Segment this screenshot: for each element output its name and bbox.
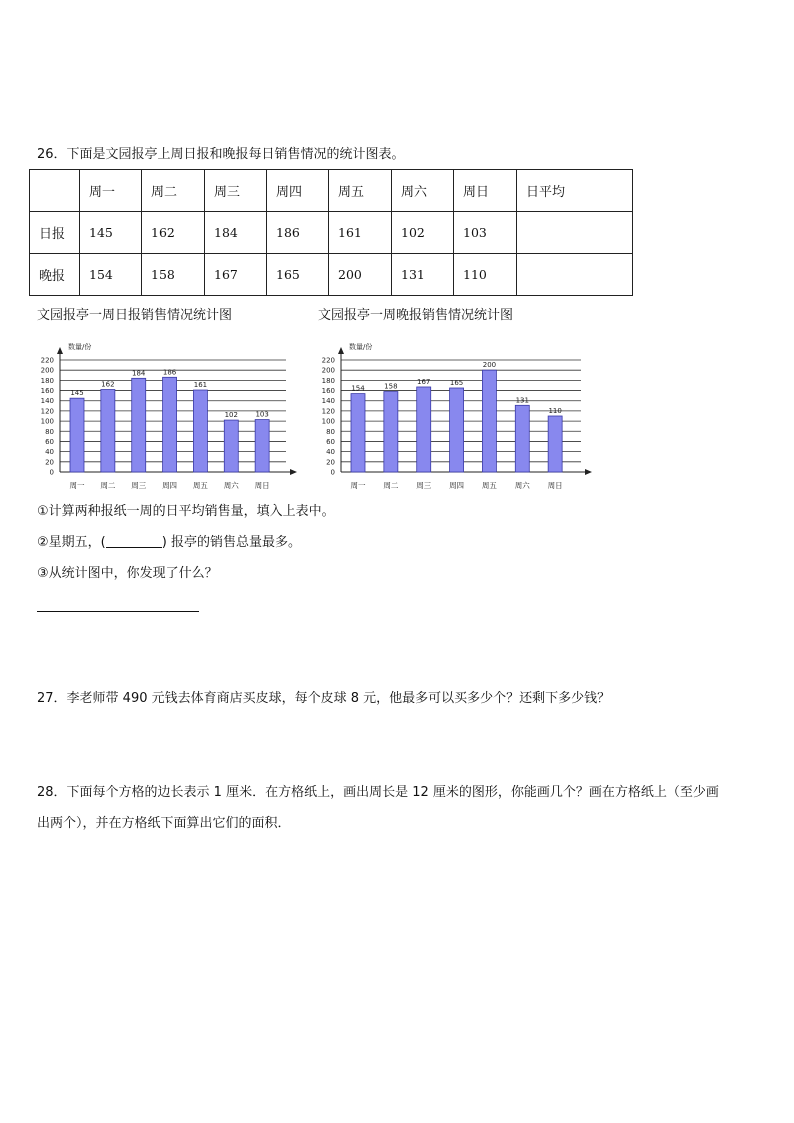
bar	[384, 392, 398, 472]
x-tick-label: 周四	[449, 481, 465, 490]
answer-blank[interactable]	[106, 533, 162, 548]
y-axis-label: 数量/份	[349, 343, 373, 351]
bar	[70, 398, 84, 472]
table-row-label: 晚报	[30, 254, 80, 296]
y-tick-label: 40	[45, 448, 54, 457]
q26-sub2-before: ②星期五，(	[37, 535, 106, 550]
y-tick-label: 200	[321, 366, 335, 375]
bar	[255, 420, 269, 472]
bar-value-label: 167	[417, 377, 431, 386]
q26-sub2-after: ) 报亭的销售总量最多。	[161, 535, 301, 550]
table-cell: 167	[205, 254, 267, 296]
bar-value-label: 186	[162, 368, 177, 377]
daily-sales-bar-chart	[32, 336, 304, 496]
y-tick-label: 100	[40, 417, 54, 426]
table-cell: 145	[80, 212, 142, 254]
table-header-cell: 周二	[142, 170, 205, 212]
y-tick-label: 120	[321, 407, 335, 416]
x-tick-label: 周二	[100, 481, 116, 490]
y-tick-label: 140	[40, 397, 54, 406]
y-axis-arrow	[338, 347, 344, 354]
x-tick-label: 周三	[131, 481, 147, 490]
q26-sub1: ①计算两种报纸一周的日平均销售量，填入上表中。	[37, 504, 335, 519]
bar-value-label: 161	[193, 381, 208, 390]
x-axis-arrow	[585, 469, 592, 475]
y-tick-label: 60	[326, 437, 335, 446]
bar	[224, 420, 238, 472]
y-tick-label: 100	[321, 417, 335, 426]
table-header-cell	[30, 170, 80, 212]
bar-value-label: 162	[101, 380, 115, 389]
y-tick-label: 120	[40, 407, 54, 416]
bar	[482, 370, 496, 472]
y-tick-label: 80	[326, 427, 335, 436]
table-header-cell: 周六	[392, 170, 454, 212]
y-tick-label: 0	[49, 468, 54, 477]
bar-value-label: 103	[255, 410, 269, 419]
q27-text: 27．李老师带 490 元钱去体育商店买皮球，每个皮球 8 元，他最多可以买多少个？还剩下多少钱？	[37, 691, 611, 706]
bar-value-label: 158	[384, 382, 398, 391]
x-tick-label: 周二	[383, 481, 399, 490]
y-tick-label: 0	[330, 468, 335, 477]
y-tick-label: 20	[326, 458, 335, 467]
table-cell: 161	[329, 212, 392, 254]
y-tick-label: 220	[321, 356, 335, 365]
y-tick-label: 200	[40, 366, 54, 375]
bar-value-label: 184	[132, 369, 146, 378]
y-tick-label: 180	[321, 376, 335, 385]
x-tick-label: 周一	[350, 481, 366, 490]
x-tick-label: 周日	[254, 481, 270, 490]
q28-line2: 出两个），并在方格纸下面算出它们的面积．	[37, 816, 291, 831]
answer-line[interactable]	[37, 611, 199, 612]
bar	[132, 378, 146, 472]
bar	[548, 416, 562, 472]
q26-sub2	[37, 533, 301, 553]
y-tick-label: 220	[40, 356, 54, 365]
table-header-cell: 周日	[454, 170, 517, 212]
x-tick-label: 周六	[514, 481, 530, 490]
bar-value-label: 200	[482, 361, 497, 370]
bar	[193, 390, 207, 472]
y-tick-label: 160	[40, 387, 54, 396]
table-cell: 162	[142, 212, 205, 254]
chart-title-evening: 文园报亭一周晚报销售情况统计图	[318, 308, 514, 323]
bar-value-label: 145	[70, 389, 84, 398]
table-cell: 184	[205, 212, 267, 254]
bar	[163, 377, 177, 472]
table-cell: 186	[267, 212, 329, 254]
bar-value-label: 154	[351, 384, 365, 393]
y-tick-label: 40	[326, 448, 335, 457]
bar	[450, 388, 464, 472]
x-tick-label: 周六	[223, 481, 239, 490]
daily-average-cell[interactable]	[517, 212, 633, 254]
bar	[101, 390, 115, 472]
table-row-label: 日报	[30, 212, 80, 254]
y-tick-label: 80	[45, 427, 54, 436]
table-row	[30, 254, 633, 296]
bar-value-label: 165	[449, 379, 464, 387]
q28-line1: 28．下面每个方格的边长表示 1 厘米．在方格纸上，画出周长是 12 厘米的图形，你能画几个？画在方格纸上（至少画	[37, 785, 719, 800]
bar	[515, 405, 529, 472]
x-tick-label: 周五	[192, 481, 208, 490]
table-header-cell: 周一	[80, 170, 142, 212]
table-cell: 200	[329, 254, 392, 296]
x-tick-label: 周五	[481, 481, 497, 490]
y-tick-label: 180	[40, 376, 54, 385]
daily-average-cell[interactable]	[517, 254, 633, 296]
table-header-cell: 周五	[329, 170, 392, 212]
x-tick-label: 周一	[69, 481, 85, 490]
bar	[351, 394, 365, 472]
table-header-row	[30, 170, 633, 212]
y-tick-label: 20	[45, 458, 54, 467]
table-header-cell: 日平均	[517, 170, 633, 212]
bar-value-label: 131	[515, 396, 529, 405]
y-tick-label: 160	[321, 387, 335, 396]
y-tick-label: 60	[45, 437, 54, 446]
table-cell: 103	[454, 212, 517, 254]
table-header-cell: 周四	[267, 170, 329, 212]
table-cell: 131	[392, 254, 454, 296]
y-axis-label: 数量/份	[68, 343, 92, 351]
q26-sub3: ③从统计图中，你发现了什么？	[37, 566, 218, 581]
table-row	[30, 212, 633, 254]
table-header-cell: 周三	[205, 170, 267, 212]
table-cell: 154	[80, 254, 142, 296]
x-axis-arrow	[290, 469, 297, 475]
table-cell: 110	[454, 254, 517, 296]
chart-title-daily: 文园报亭一周日报销售情况统计图	[37, 308, 233, 323]
evening-sales-bar-chart	[313, 336, 595, 496]
table-cell: 165	[267, 254, 329, 296]
y-axis-arrow	[57, 347, 63, 354]
table-cell: 158	[142, 254, 205, 296]
y-tick-label: 140	[321, 397, 335, 406]
bar-value-label: 102	[224, 411, 238, 420]
x-tick-label: 周四	[162, 481, 178, 490]
sales-table	[29, 169, 633, 296]
x-tick-label: 周日	[547, 481, 563, 490]
bar	[417, 387, 431, 472]
q26-intro: 26．下面是文园报亭上周日报和晚报每日销售情况的统计图表。	[37, 147, 405, 162]
table-cell: 102	[392, 212, 454, 254]
bar-value-label: 110	[548, 407, 562, 415]
x-tick-label: 周三	[416, 481, 432, 490]
